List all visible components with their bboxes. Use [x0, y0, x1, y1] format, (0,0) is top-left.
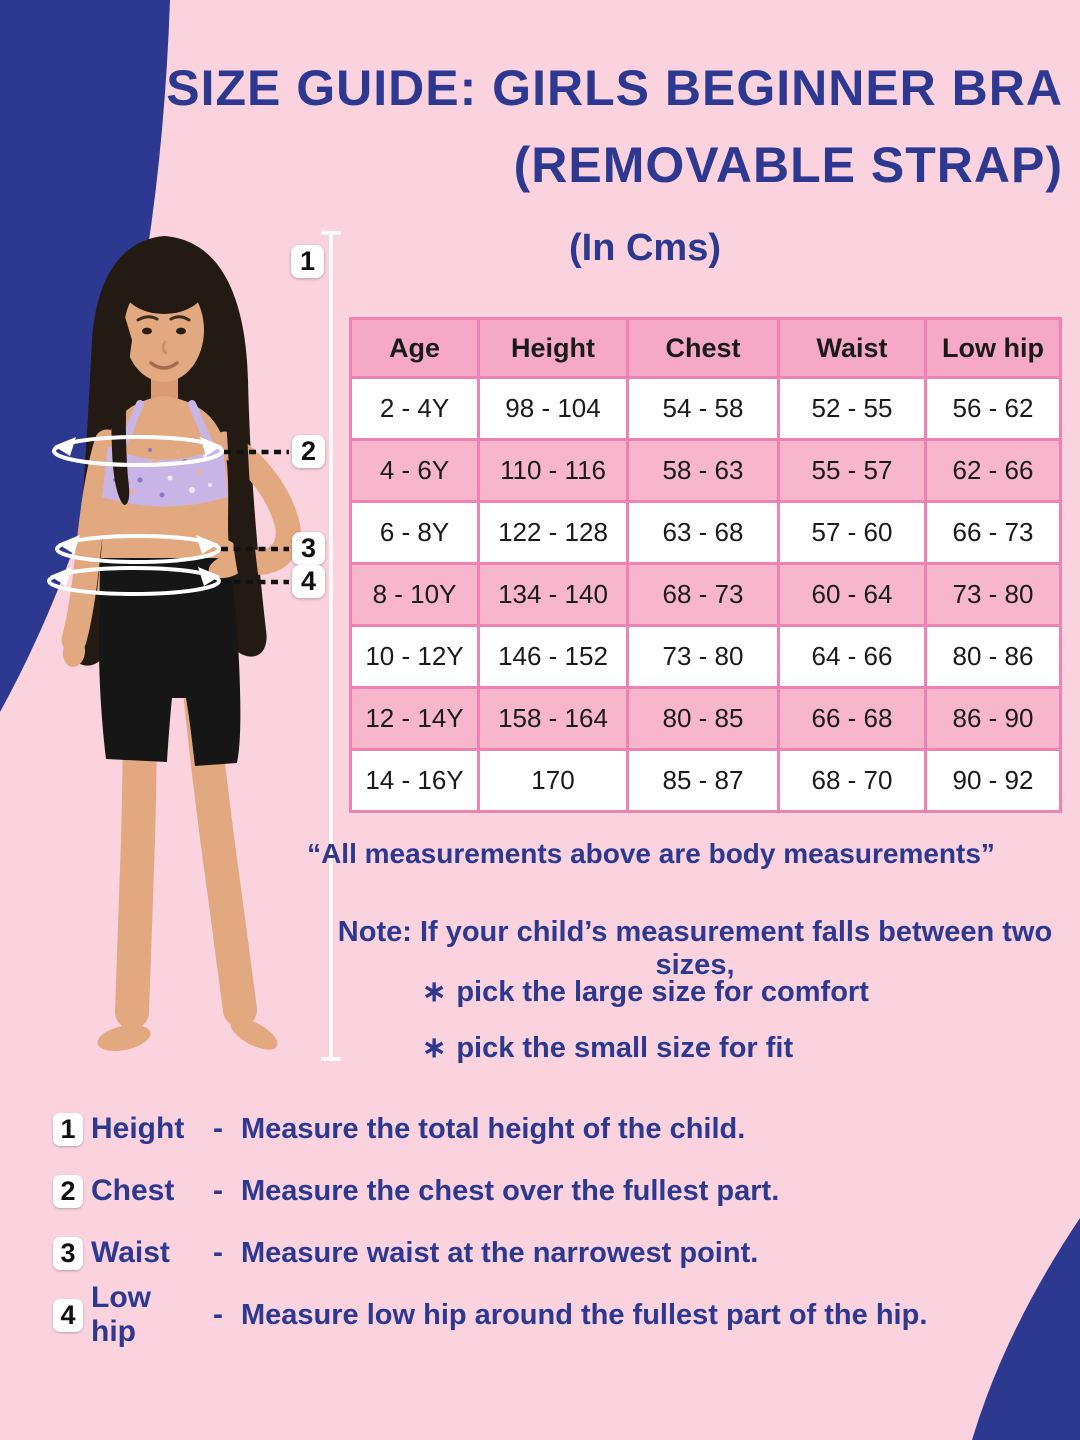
- column-header-chest: Chest: [628, 319, 779, 378]
- cell-age: 14 - 16Y: [351, 750, 479, 812]
- cell-chest: 73 - 80: [628, 626, 779, 688]
- cell-age: 10 - 12Y: [351, 626, 479, 688]
- cell-chest: 80 - 85: [628, 688, 779, 750]
- cell-chest: 85 - 87: [628, 750, 779, 812]
- legend-number-chip: 3: [53, 1237, 83, 1270]
- column-header-height: Height: [479, 319, 628, 378]
- table-row: [351, 378, 1061, 440]
- note-bullet-text: pick the large size for comfort: [456, 976, 869, 1008]
- table-header-row: [351, 319, 1061, 378]
- legend-description: Measure low hip around the fullest part of the hip.: [241, 1298, 928, 1331]
- legend-row-height: [53, 1112, 1053, 1146]
- note-bullet-text: pick the small size for fit: [456, 1032, 794, 1064]
- cell-height: 134 - 140: [479, 564, 628, 626]
- cell-waist: 60 - 64: [779, 564, 926, 626]
- table-row: [351, 626, 1061, 688]
- table-row: [351, 502, 1061, 564]
- column-header-age: Age: [351, 319, 479, 378]
- asterisk-icon: ∗: [422, 976, 447, 1008]
- note-bullet-large-size: [422, 974, 869, 1009]
- cell-height: 110 - 116: [479, 440, 628, 502]
- legend-label: Low hip: [91, 1281, 151, 1348]
- cell-low-hip: 62 - 66: [926, 440, 1061, 502]
- legend-separator: -: [213, 1174, 223, 1207]
- marker-chip-height: 1: [291, 245, 324, 278]
- cell-waist: 52 - 55: [779, 378, 926, 440]
- cell-age: 4 - 6Y: [351, 440, 479, 502]
- unit-label: (In Cms): [569, 227, 721, 269]
- legend-label: Height: [91, 1112, 185, 1145]
- table-row: [351, 750, 1061, 812]
- legend-number-chip: 4: [53, 1299, 83, 1332]
- cell-waist: 57 - 60: [779, 502, 926, 564]
- legend-description: Measure the total height of the child.: [241, 1112, 746, 1145]
- cell-waist: 64 - 66: [779, 626, 926, 688]
- cell-height: 122 - 128: [479, 502, 628, 564]
- legend-number-chip: 1: [53, 1113, 83, 1146]
- page-title-line2: (REMOVABLE STRAP): [513, 137, 1063, 193]
- page-title-line1: SIZE GUIDE: GIRLS BEGINNER BRA: [166, 60, 1063, 116]
- legend-row-chest: [53, 1174, 1053, 1208]
- cell-height: 158 - 164: [479, 688, 628, 750]
- cell-age: 2 - 4Y: [351, 378, 479, 440]
- cell-low-hip: 86 - 90: [926, 688, 1061, 750]
- cell-waist: 68 - 70: [779, 750, 926, 812]
- cell-age: 6 - 8Y: [351, 502, 479, 564]
- legend-row-low-hip: [53, 1281, 1053, 1348]
- cell-low-hip: 90 - 92: [926, 750, 1061, 812]
- legend-label: Chest: [91, 1174, 175, 1207]
- legend-label: Waist: [91, 1236, 170, 1269]
- cell-height: 170: [479, 750, 628, 812]
- column-header-low-hip: Low hip: [926, 319, 1061, 378]
- cell-low-hip: 80 - 86: [926, 626, 1061, 688]
- legend-description: Measure waist at the narrowest point.: [241, 1236, 759, 1269]
- cell-age: 12 - 14Y: [351, 688, 479, 750]
- cell-low-hip: 73 - 80: [926, 564, 1061, 626]
- measurement-legend: [53, 1112, 1053, 1360]
- note-intro: Note: If your child’s measurement falls between two sizes,: [337, 916, 1053, 981]
- table-row: [351, 440, 1061, 502]
- cell-low-hip: 56 - 62: [926, 378, 1061, 440]
- table-row: [351, 688, 1061, 750]
- size-table: [349, 317, 1062, 813]
- asterisk-icon: ∗: [422, 1032, 447, 1064]
- cell-height: 146 - 152: [479, 626, 628, 688]
- body-measurements-quote: “All measurements above are body measurements”: [307, 838, 995, 869]
- table-row: [351, 564, 1061, 626]
- girl-illustration: [61, 236, 288, 1056]
- marker-chip-waist: 3: [292, 532, 325, 565]
- cell-chest: 54 - 58: [628, 378, 779, 440]
- cell-height: 98 - 104: [479, 378, 628, 440]
- legend-row-waist: [53, 1236, 1053, 1270]
- cell-chest: 63 - 68: [628, 502, 779, 564]
- legend-separator: -: [213, 1298, 223, 1331]
- legend-separator: -: [213, 1112, 223, 1145]
- page-title: [163, 50, 1063, 204]
- cell-waist: 66 - 68: [779, 688, 926, 750]
- cell-waist: 55 - 57: [779, 440, 926, 502]
- note-bullet-small-size: [422, 1030, 793, 1065]
- legend-separator: -: [213, 1236, 223, 1269]
- marker-chip-chest: 2: [292, 435, 325, 468]
- cell-chest: 68 - 73: [628, 564, 779, 626]
- legend-description: Measure the chest over the fullest part.: [241, 1174, 780, 1207]
- cell-chest: 58 - 63: [628, 440, 779, 502]
- legend-number-chip: 2: [53, 1175, 83, 1208]
- cell-low-hip: 66 - 73: [926, 502, 1061, 564]
- cell-age: 8 - 10Y: [351, 564, 479, 626]
- marker-chip-low-hip: 4: [292, 565, 325, 598]
- column-header-waist: Waist: [779, 319, 926, 378]
